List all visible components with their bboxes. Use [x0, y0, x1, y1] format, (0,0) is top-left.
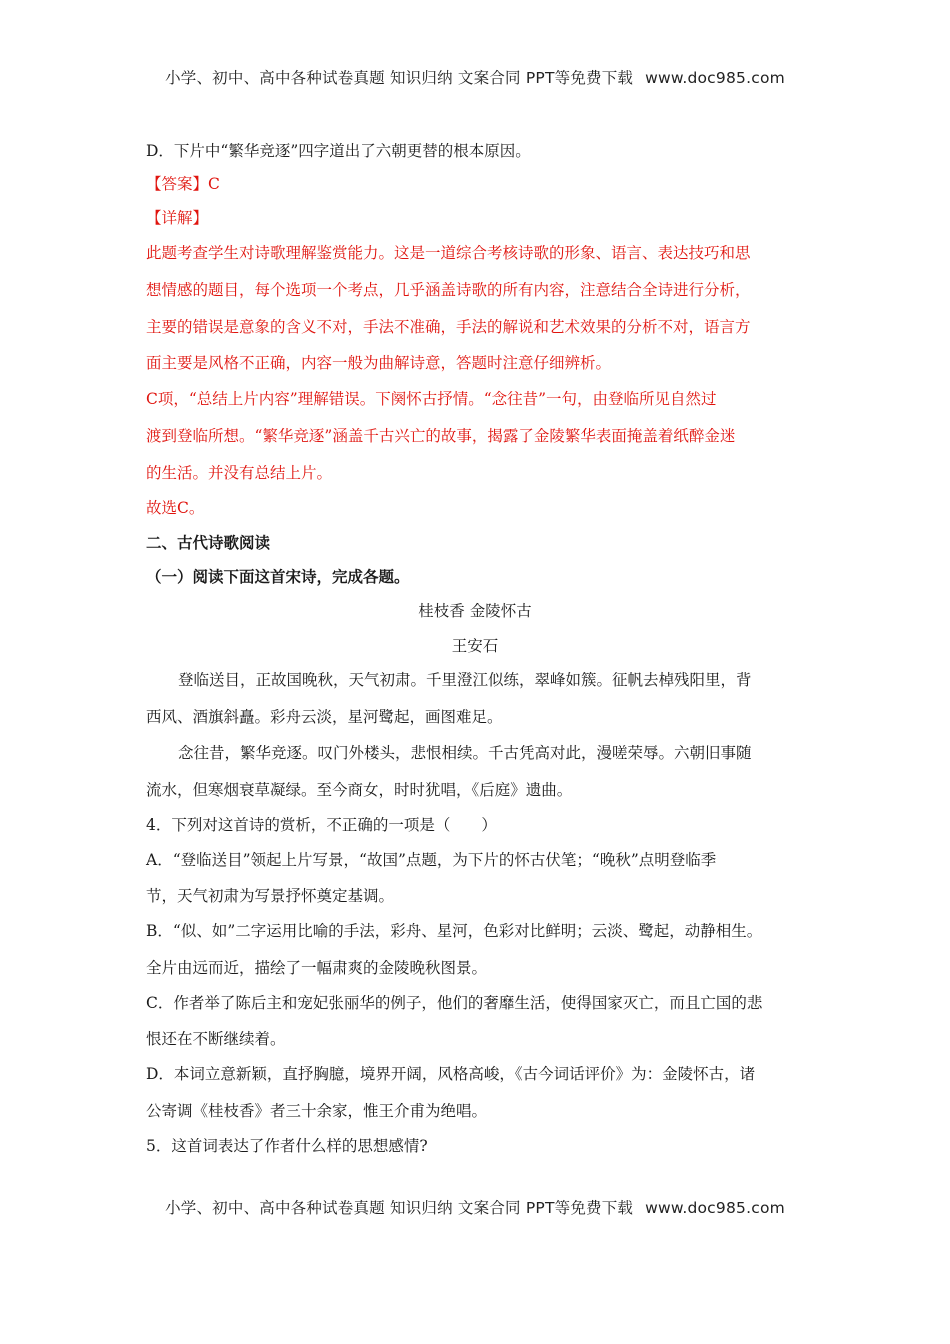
poem-title: 桂枝香 金陵怀古	[418, 602, 532, 620]
footer-url[interactable]: www.doc985.com	[645, 1199, 785, 1217]
detail-line: 想情感的题目，每个选项一个考点，几乎涵盖诗歌的所有内容，注意结合全诗进行分析，	[146, 281, 751, 299]
option-line: C．作者举了陈后主和宠妃张丽华的例子，他们的奢靡生活，使得国家灭亡，而且亡国的悲	[146, 994, 763, 1012]
detail-line: 主要的错误是意象的含义不对，手法不准确，手法的解说和艺术效果的分析不对，语言方	[146, 318, 751, 336]
answer-label: 【答案】C	[146, 175, 220, 193]
detail-line: 此题考查学生对诗歌理解鉴赏能力。这是一道综合考核诗歌的形象、语言、表达技巧和思	[146, 244, 751, 262]
section-subtitle: （一）阅读下面这首宋诗，完成各题。	[146, 568, 410, 586]
prev-option-d: D．下片中“繁华竞逐”四字道出了六朝更替的根本原因。	[146, 142, 531, 160]
poem-line: 流水，但寒烟衰草凝绿。至今商女，时时犹唱，《后庭》遗曲。	[146, 781, 573, 799]
poem-line: 西风、酒旗斜矗。彩舟云淡，星河鹭起，画图难足。	[146, 708, 503, 726]
header-url[interactable]: www.doc985.com	[645, 69, 785, 87]
option-line: D．本词立意新颖，直抒胸臆，境界开阔，风格高峻，《古今词话评价》为：金陵怀古，诸	[146, 1065, 756, 1083]
option-line: A．“登临送目”领起上片写景，“故国”点题，为下片的怀古伏笔；“晚秋”点明登临季	[146, 851, 717, 869]
option-line: 全片由远而近，描绘了一幅肃爽的金陵晚秋图景。	[146, 959, 488, 977]
detail-line: 渡到登临所想。“繁华竞逐”涵盖千古兴亡的故事，揭露了金陵繁华表面掩盖着纸醉金迷	[146, 427, 736, 445]
detail-line: 面主要是风格不正确，内容一般为曲解诗意，答题时注意仔细辨析。	[146, 354, 612, 372]
option-line: 节，天气初肃为写景抒怀奠定基调。	[146, 887, 395, 905]
page-header	[0, 66, 950, 88]
header-text: 小学、初中、高中各种试卷真题 知识归纳 文案合同 PPT等免费下载	[165, 69, 634, 87]
poem-line: 登临送目，正故国晚秋，天气初肃。千里澄江似练，翠峰如簇。征帆去棹残阳里，背	[178, 671, 752, 689]
question-5-stem: 5．这首词表达了作者什么样的思想感情?	[146, 1137, 428, 1155]
detail-line: 的生活。并没有总结上片。	[146, 464, 333, 482]
poem-line: 念往昔，繁华竞逐。叹门外楼头，悲恨相续。千古凭高对此，漫嗟荣辱。六朝旧事随	[178, 744, 752, 762]
detail-line: C项，“总结上片内容”理解错误。下阕怀古抒情。“念往昔”一句，由登临所见自然过	[146, 390, 717, 408]
option-line: B．“似、如”二字运用比喻的手法，彩舟、星河，色彩对比鲜明；云淡、鹭起，动静相生。	[146, 922, 763, 940]
option-line: 公寄调《桂枝香》者三十余家，惟王介甫为绝唱。	[146, 1102, 488, 1120]
detail-label: 【详解】	[146, 209, 209, 227]
page-footer	[0, 1196, 950, 1218]
option-line: 恨还在不断继续着。	[146, 1030, 286, 1048]
conclusion: 故选C。	[146, 499, 205, 517]
question-4-stem: 4．下列对这首诗的赏析，不正确的一项是（ ）	[146, 816, 497, 834]
section-title: 二、古代诗歌阅读	[146, 534, 271, 552]
footer-text: 小学、初中、高中各种试卷真题 知识归纳 文案合同 PPT等免费下载	[165, 1199, 634, 1217]
poem-author: 王安石	[451, 637, 499, 655]
